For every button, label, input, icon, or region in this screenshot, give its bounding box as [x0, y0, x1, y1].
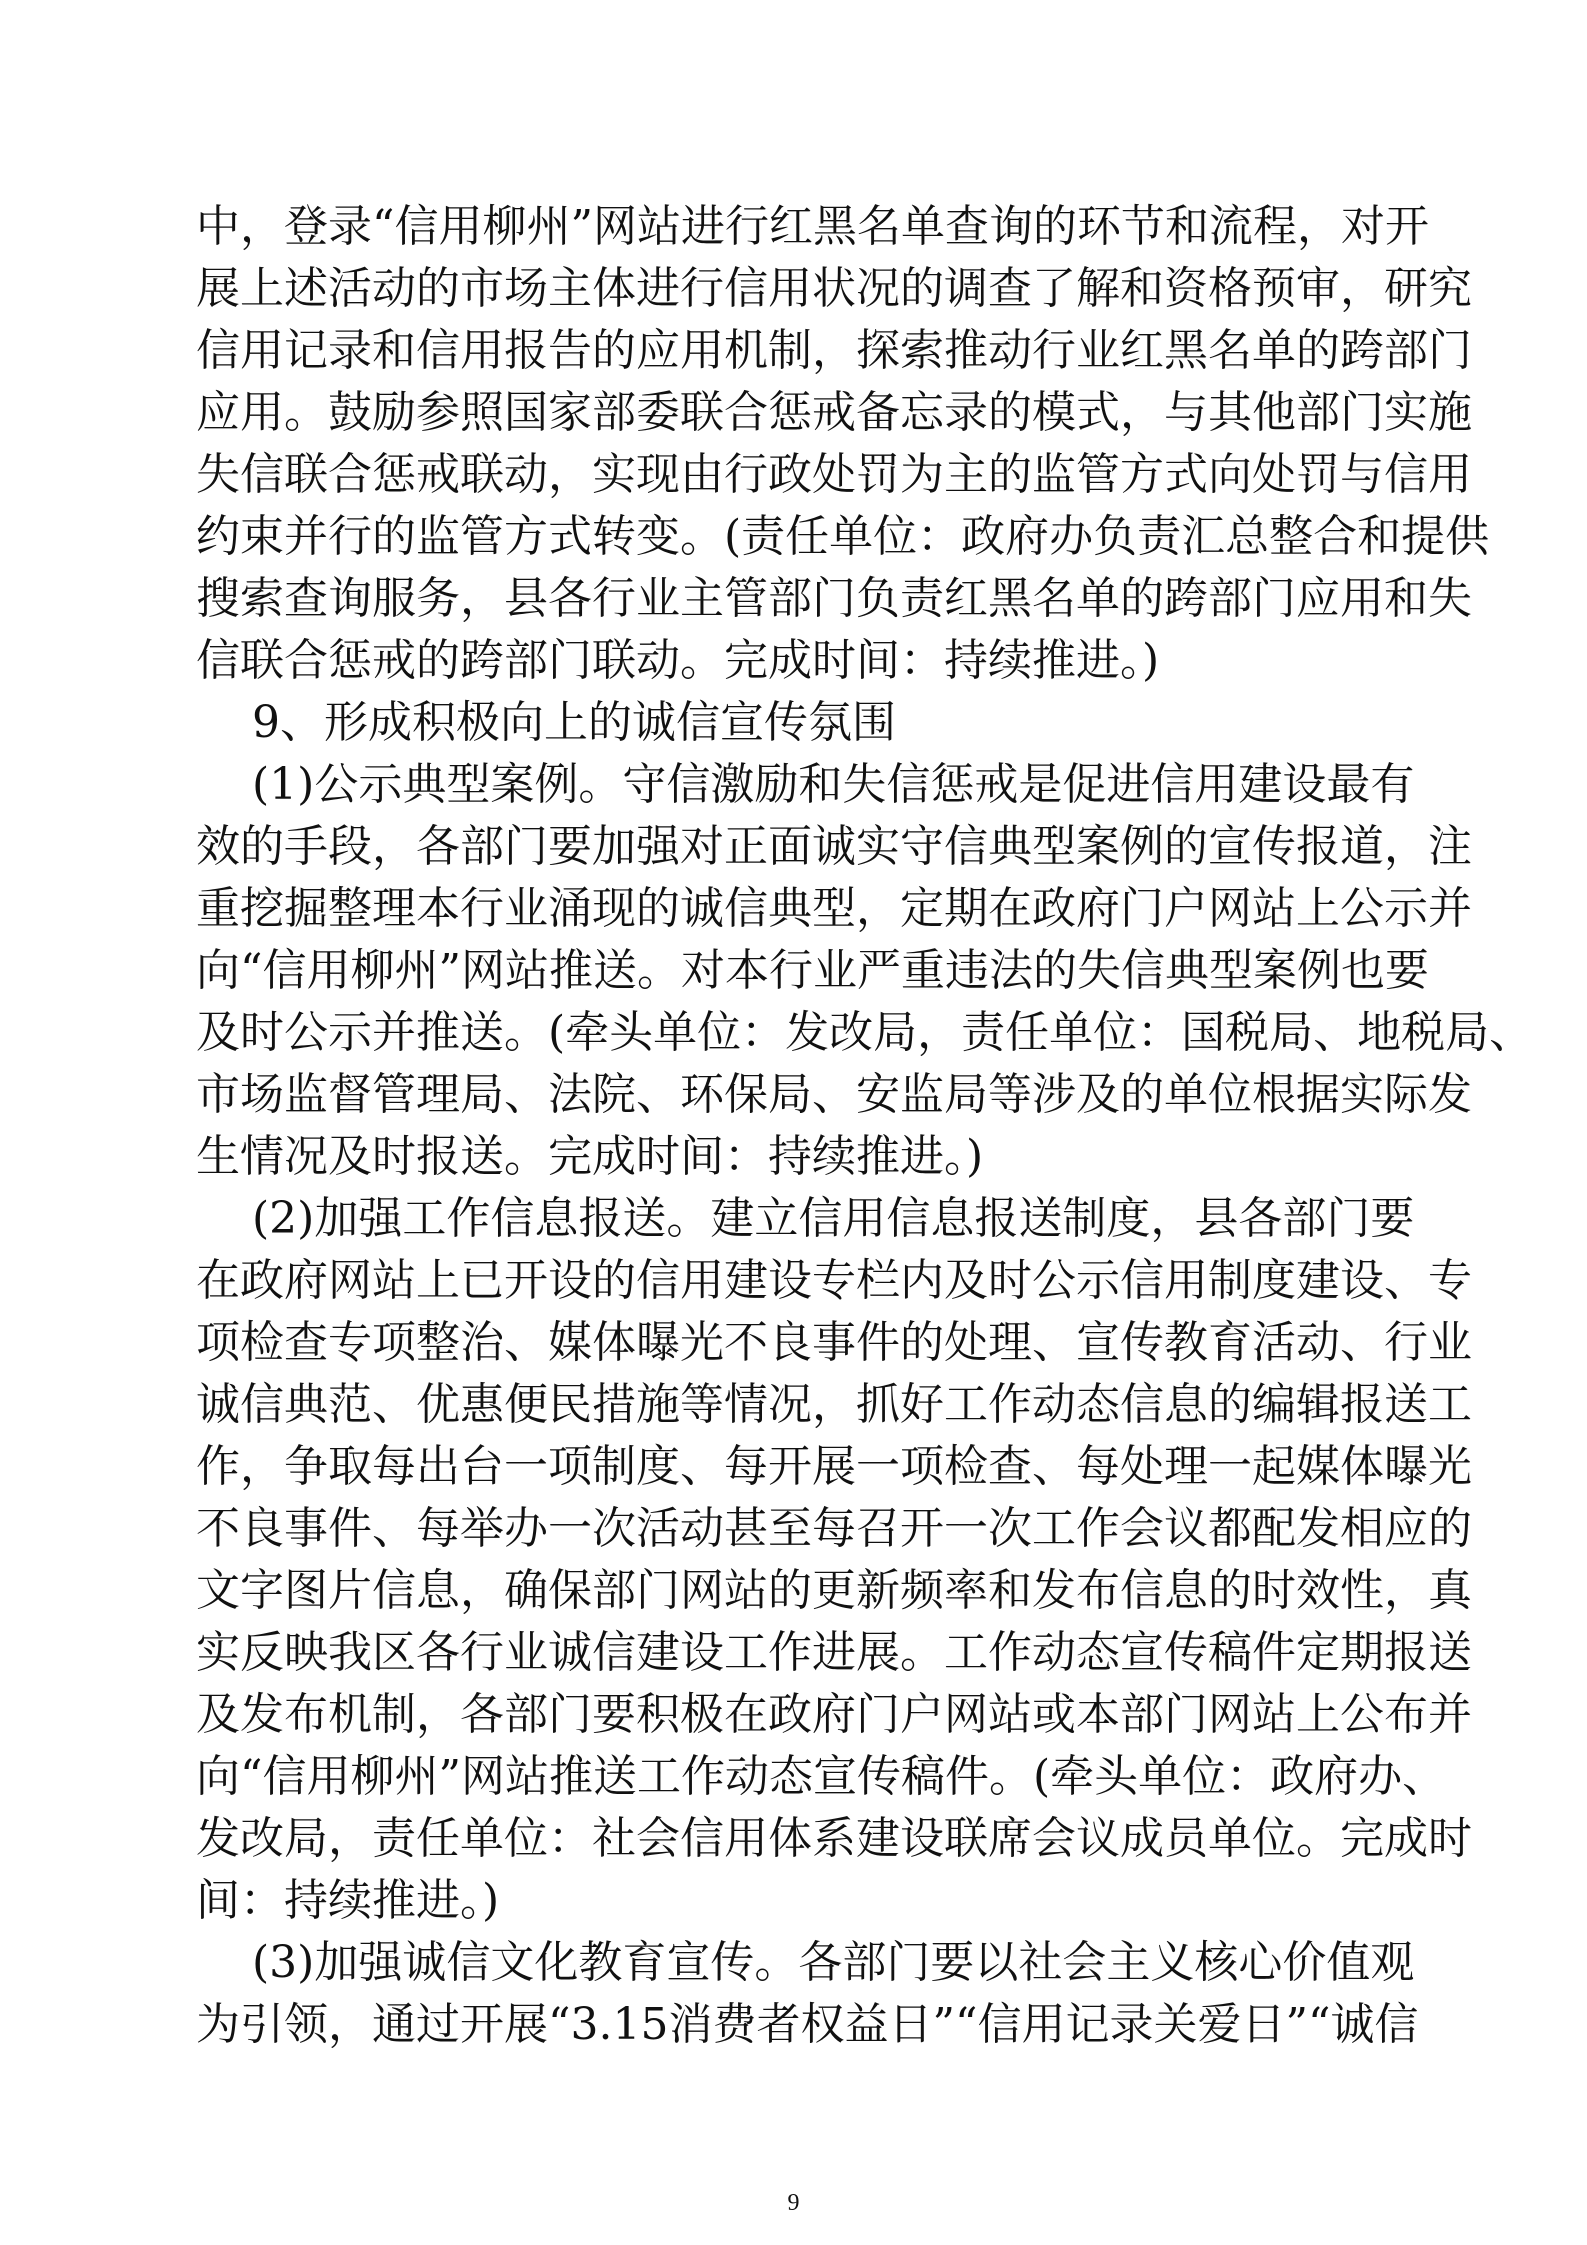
section-heading: 9、形成积极向上的诚信宣传氛围: [252, 697, 896, 748]
text-line: 间：持续推进。): [196, 1875, 500, 1926]
text-line: 搜索查询服务，县各行业主管部门负责红黑名单的跨部门应用和失: [196, 573, 1472, 624]
text-line: 中，登录“信用柳州”网站进行红黑名单查询的环节和流程，对开: [196, 201, 1429, 252]
text-line: (2)加强工作信息报送。建立信用信息报送制度，县各部门要: [252, 1193, 1415, 1244]
text-line: 失信联合惩戒联动，实现由行政处罚为主的监管方式向处罚与信用: [196, 449, 1472, 500]
text-line: 为引领，通过开展“3.15消费者权益日”“信用记录关爱日”“诚信: [196, 1999, 1419, 2050]
text-line: (3)加强诚信文化教育宣传。各部门要以社会主义核心价值观: [252, 1937, 1415, 1988]
text-line: 向“信用柳州”网站推送。对本行业严重违法的失信典型案例也要: [196, 945, 1429, 996]
text-line: 应用。鼓励参照国家部委联合惩戒备忘录的模式，与其他部门实施: [196, 387, 1472, 438]
text-line: 不良事件、每举办一次活动甚至每召开一次工作会议都配发相应的: [196, 1503, 1472, 1554]
text-line: 向“信用柳州”网站推送工作动态宣传稿件。(牵头单位：政府办、: [196, 1751, 1447, 1802]
text-line: 信联合惩戒的跨部门联动。完成时间：持续推进。): [196, 635, 1160, 686]
text-line: 文字图片信息，确保部门网站的更新频率和发布信息的时效性，真: [196, 1565, 1472, 1616]
text-line: 效的手段，各部门要加强对正面诚实守信典型案例的宣传报道，注: [196, 821, 1472, 872]
text-line: 约束并行的监管方式转变。(责任单位：政府办负责汇总整合和提供: [196, 511, 1490, 562]
text-line: 项检查专项整治、媒体曝光不良事件的处理、宣传教育活动、行业: [196, 1317, 1472, 1368]
text-line: 及时公示并推送。(牵头单位：发改局，责任单位：国税局、地税局、: [196, 1007, 1534, 1058]
text-line: 市场监督管理局、法院、环保局、安监局等涉及的单位根据实际发: [196, 1069, 1472, 1120]
text-line: 及发布机制，各部门要积极在政府门户网站或本部门网站上公布并: [196, 1689, 1472, 1740]
text-line: 作，争取每出台一项制度、每开展一项检查、每处理一起媒体曝光: [196, 1441, 1472, 1492]
text-line: 重挖掘整理本行业涌现的诚信典型，定期在政府门户网站上公示并: [196, 883, 1472, 934]
text-line: 发改局，责任单位：社会信用体系建设联席会议成员单位。完成时: [196, 1813, 1472, 1864]
text-line: 展上述活动的市场主体进行信用状况的调查了解和资格预审，研究: [196, 263, 1472, 314]
text-line: (1)公示典型案例。守信激励和失信惩戒是促进信用建设最有: [252, 759, 1415, 810]
page-number: 9: [787, 2190, 800, 2216]
text-line: 信用记录和信用报告的应用机制，探索推动行业红黑名单的跨部门: [196, 325, 1472, 376]
text-line: 在政府网站上已开设的信用建设专栏内及时公示信用制度建设、专: [196, 1255, 1472, 1306]
text-line: 诚信典范、优惠便民措施等情况，抓好工作动态信息的编辑报送工: [196, 1379, 1472, 1430]
text-line: 生情况及时报送。完成时间：持续推进。): [196, 1131, 984, 1182]
text-line: 实反映我区各行业诚信建设工作进展。工作动态宣传稿件定期报送: [196, 1627, 1472, 1678]
